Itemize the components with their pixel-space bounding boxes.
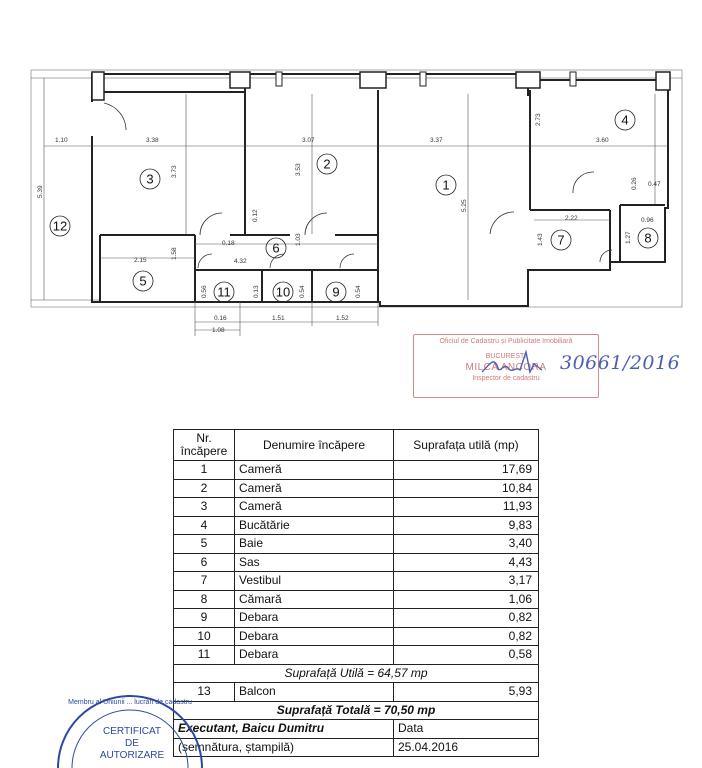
dim-label: 1.43: [537, 233, 544, 246]
grand-total-row: [174, 701, 539, 720]
balcony-row: [174, 683, 539, 702]
signature-label: (semnătura, ștampilă): [174, 738, 394, 757]
room-number: 12: [52, 218, 68, 234]
cell-area: 9,83: [394, 516, 539, 535]
stamp-line-office: Oficiul de Cadastru și Publicitate Imobiliară: [439, 338, 573, 345]
doors: [104, 103, 612, 268]
cert-ring-text: Membru al Uniunii ... lucrări de cadastru: [68, 699, 192, 706]
cell-area: 3,17: [394, 572, 539, 591]
table-row: [174, 627, 539, 646]
date-value: 25.04.2016: [394, 738, 539, 757]
executant: Executant, Baicu Dumitru: [174, 720, 394, 739]
useful-total: Suprafață Utilă = 64,57 mp: [174, 664, 539, 683]
cell-area: 11,93: [394, 498, 539, 517]
table-row: [174, 646, 539, 665]
cert-line-2: DE: [125, 738, 139, 749]
room-number: 8: [644, 230, 652, 246]
cell-name: Cameră: [235, 479, 394, 498]
dim-label: 1.51: [272, 315, 285, 322]
room-number: 1: [442, 177, 450, 193]
cell-nr: 2: [174, 479, 235, 498]
dim-label: 2.22: [565, 215, 578, 222]
cell-name: Vestibul: [235, 572, 394, 591]
table-row: [174, 553, 539, 572]
cell-nr: 10: [174, 627, 235, 646]
registration-number: 30661/2016: [560, 352, 681, 374]
table-row: [174, 461, 539, 480]
dim-label: 0.26: [631, 177, 638, 190]
executant-row: [174, 720, 539, 739]
dim-label: 3.53: [295, 163, 302, 176]
walls: [92, 72, 670, 306]
cell-name: Baie: [235, 535, 394, 554]
plan-frame: [31, 70, 682, 307]
cell-nr: 5: [174, 535, 235, 554]
dim-label: 0.18: [222, 240, 235, 247]
room-labels: [50, 110, 658, 302]
cell-nr: 11: [174, 646, 235, 665]
cell-area: 10,84: [394, 479, 539, 498]
dim-label: 0.96: [641, 217, 654, 224]
dim-label: 0.16: [214, 315, 227, 322]
room-number: 2: [323, 156, 331, 172]
dim-label: 2.15: [134, 257, 147, 264]
room-number: 3: [146, 171, 154, 187]
dim-label: 5.39: [37, 185, 44, 198]
rooms-table: [173, 429, 539, 757]
table-row: [174, 498, 539, 517]
table-row: [174, 609, 539, 628]
room-number: 11: [217, 284, 231, 300]
signature-row: [174, 738, 539, 757]
cell-name: Cameră: [235, 498, 394, 517]
dim-label: 1.58: [171, 247, 178, 260]
stamp-line-role: Inspector de cadastru: [472, 375, 540, 382]
cell-area: 3,40: [394, 535, 539, 554]
table-row: [174, 572, 539, 591]
stamp-line-city: BUCUREȘTI: [485, 353, 527, 360]
dim-label: 3.60: [596, 137, 609, 144]
cell-nr: 3: [174, 498, 235, 517]
dim-label: 0.56: [201, 285, 208, 298]
table-row: [174, 535, 539, 554]
dim-label: 1.03: [295, 233, 302, 246]
dim-label: 1.52: [336, 315, 349, 322]
cell-area: 0,82: [394, 609, 539, 628]
dim-label: 1.10: [55, 137, 68, 144]
useful-total-row: [174, 664, 539, 683]
header-name: Denumire încăpere: [235, 430, 394, 461]
dim-label: 2.73: [535, 113, 542, 126]
cell-name: Debara: [235, 609, 394, 628]
cell-name: Bucătărie: [235, 516, 394, 535]
authorization-certificate-stamp: [40, 690, 220, 768]
cell-name: Sas: [235, 553, 394, 572]
cell-area: 5,93: [394, 683, 539, 702]
dim-label: 0.12: [252, 209, 259, 222]
cell-area: 0,58: [394, 646, 539, 665]
dim-label: 4.32: [234, 258, 247, 265]
signature-scribble: [480, 346, 560, 380]
dim-label: 0.13: [253, 285, 260, 298]
cell-area: 17,69: [394, 461, 539, 480]
date-label: Data: [394, 720, 539, 739]
cert-line-3: AUTORIZARE: [99, 750, 165, 761]
dim-label: 0.47: [648, 181, 661, 188]
stamp-line-name: MILCA ANCORA: [465, 362, 547, 373]
room-number: 6: [272, 240, 280, 256]
dim-label: 3.73: [171, 165, 178, 178]
dim-label: 1.08: [212, 327, 225, 334]
cell-name: Cămară: [235, 590, 394, 609]
header-area: Suprafața utilă (mp): [394, 430, 539, 461]
dim-label: 3.07: [302, 137, 315, 144]
room-number: 5: [139, 273, 147, 289]
cell-nr: 6: [174, 553, 235, 572]
dim-label: 0.54: [299, 285, 306, 298]
cell-nr: 13: [174, 683, 235, 702]
dim-label: 1.27: [625, 231, 632, 244]
table-row: [174, 479, 539, 498]
cell-name: Debara: [235, 627, 394, 646]
dim-label: 3.38: [146, 137, 159, 144]
cell-area: 4,43: [394, 553, 539, 572]
table-row: [174, 590, 539, 609]
dim-label: 5.25: [461, 199, 468, 212]
grand-total: Suprafață Totală = 70,50 mp: [174, 701, 539, 720]
room-number: 4: [621, 112, 629, 128]
cell-nr: 9: [174, 609, 235, 628]
cell-area: 1,06: [394, 590, 539, 609]
cert-line-1: CERTIFICAT: [103, 726, 161, 737]
cell-nr: 8: [174, 590, 235, 609]
room-number: 7: [557, 232, 565, 248]
header-nr: Nr. încăpere: [174, 430, 235, 461]
room-number: 9: [332, 284, 340, 300]
dim-label: 0.54: [355, 285, 362, 298]
table-row: [174, 516, 539, 535]
cell-name: Balcon: [235, 683, 394, 702]
dim-label: 3.37: [430, 137, 443, 144]
floor-plan: [0, 0, 702, 345]
cell-name: Debara: [235, 646, 394, 665]
table-header-row: [174, 430, 539, 461]
cell-nr: 1: [174, 461, 235, 480]
room-number: 10: [275, 284, 291, 300]
cell-nr: 4: [174, 516, 235, 535]
cell-name: Cameră: [235, 461, 394, 480]
cell-area: 0,82: [394, 627, 539, 646]
cell-nr: 7: [174, 572, 235, 591]
